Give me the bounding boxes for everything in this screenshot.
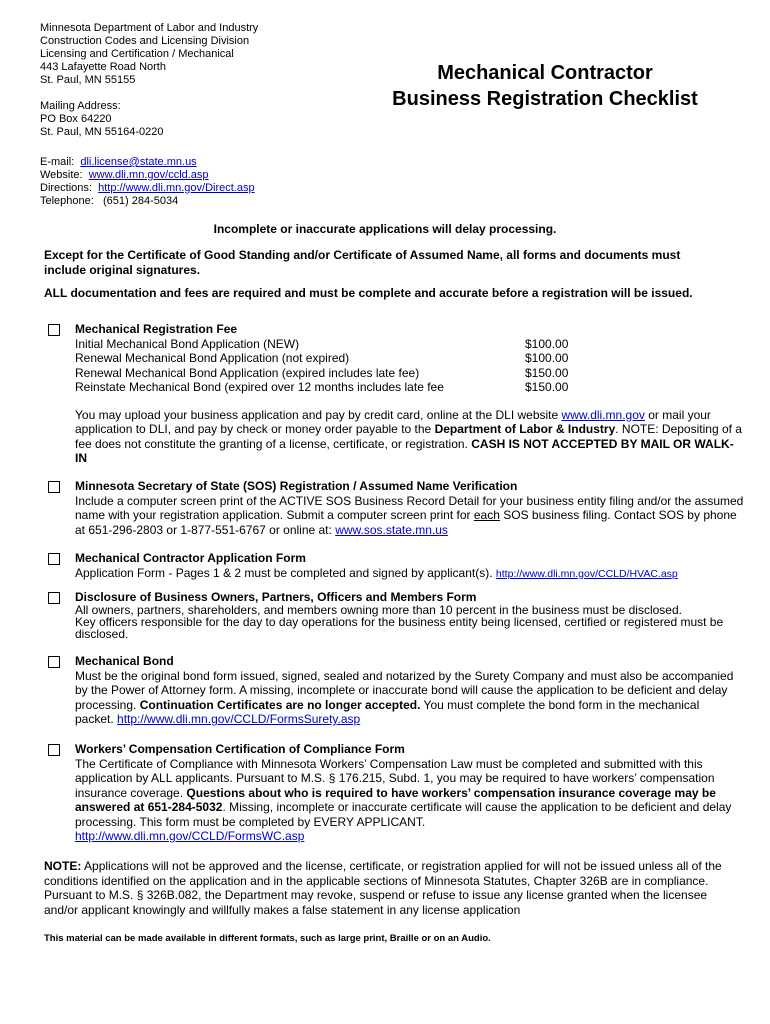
each-underlined: each <box>473 508 500 522</box>
bond-text: Must be the original bond form issued, signed, sealed and notarized by the Surety Company and must also be accompanied by the Power of Attorney form. A missing, incomplete or inaccurate bond will cause the application to be deficient and delay processing. <box>75 668 734 712</box>
address-line: Licensing and Certification / Mechanical <box>40 48 234 60</box>
disclosure-line: Key officers responsible for the day to day operations for the business entity being licensed, certified or registered must be disclosed. <box>75 615 724 641</box>
fee-section-title: Mechanical Registration Fee <box>75 322 238 336</box>
mailing-line: St. Paul, MN 55164-0220 <box>40 126 164 138</box>
title-line-2: Business Registration Checklist <box>392 88 698 110</box>
all-docs-notice: ALL documentation and fees are required and must be complete and accurate before a registration will be issued. <box>44 286 693 300</box>
email-link[interactable]: dli.license@state.mn.us <box>80 156 197 168</box>
address-line: Construction Codes and Licensing Division <box>40 35 250 47</box>
directions-link[interactable]: http://www.dli.mn.gov/Direct.asp <box>98 182 255 194</box>
continuation-notice: Continuation Certificates are no longer accepted. <box>139 697 421 712</box>
telephone-label: Telephone: <box>40 195 94 207</box>
disclosure-checkbox[interactable] <box>48 592 60 604</box>
mailing-line: PO Box 64220 <box>40 113 112 125</box>
sos-link[interactable]: www.sos.state.mn.us <box>335 522 448 537</box>
wc-link[interactable]: http://www.dli.mn.gov/CCLD/FormsWC.asp <box>75 829 305 843</box>
disclosure-line: All owners, partners, shareholders, and members owning more than 10 percent in the business must be disclosed. <box>75 603 682 617</box>
fee-table <box>75 337 745 395</box>
telephone-number: (651) 284-5034 <box>103 195 179 207</box>
disclosure-title: Disclosure of Business Owners, Partners, Officers and Members Form <box>75 590 477 604</box>
bond-title: Mechanical Bond <box>75 654 174 668</box>
sos-section <box>75 479 745 537</box>
dli-link[interactable]: www.dli.mn.gov <box>561 407 645 422</box>
mailing-line: Mailing Address: <box>40 100 121 112</box>
sos-text: SOS business filing. Contact SOS by phone at 651-296-2803 or 1-877-551-6767 or online at: <box>75 508 737 537</box>
wc-section <box>75 742 735 844</box>
email-label: E-mail: <box>40 156 75 168</box>
app-form-text: Application Form - Pages 1 & 2 must be completed and signed by applicant(s). <box>75 565 496 580</box>
fee-row-label: Renewal Mechanical Bond Application (not expired) <box>75 351 350 365</box>
bond-text: You must complete the bond form in the mechanical packet. <box>75 697 700 726</box>
website-label: Website: <box>40 169 83 181</box>
app-form-checkbox[interactable] <box>48 553 60 565</box>
wc-text: The Certificate of Compliance with Minnesota Workers’ Compensation Law must be completed and submitted with this application by ALL applicants. Pursuant to M.S. § 176.215, Subd. 1, you may be required to have workers’ compensation insurance coverage. <box>75 756 715 800</box>
wc-checkbox[interactable] <box>48 744 60 756</box>
agency-address <box>40 22 258 139</box>
fee-checkbox[interactable] <box>48 324 60 336</box>
fee-row-amount: $150.00 <box>525 365 569 380</box>
wc-title: Workers’ Compensation Certification of Compliance Form <box>75 742 405 756</box>
fee-section <box>75 322 745 466</box>
app-form-title: Mechanical Contractor Application Form <box>75 551 306 565</box>
note-label: NOTE: <box>44 859 82 873</box>
surety-link[interactable]: http://www.dli.mn.gov/CCLD/FormsSurety.asp <box>117 712 361 726</box>
address-line: Minnesota Department of Labor and Industry <box>40 22 259 34</box>
incomplete-warning: Incomplete or inaccurate applications will delay processing. <box>213 222 557 236</box>
wc-questions: Questions about who is required to have workers’ compensation insurance coverage may be answered at 651-284-5032 <box>75 785 716 814</box>
website-link[interactable]: www.dli.mn.gov/ccld.asp <box>88 169 209 181</box>
disclosure-section <box>75 590 740 640</box>
fee-row-amount: $100.00 <box>525 336 569 351</box>
wc-text: . Missing, incomplete or inaccurate certificate will cause the application to be deficient and delay processing. This form must be completed by EVERY APPLICANT. <box>75 800 732 829</box>
cash-notice: CASH IS NOT ACCEPTED BY MAIL OR WALK-IN <box>75 436 734 465</box>
bond-paragraph <box>75 669 740 727</box>
bond-checkbox[interactable] <box>48 656 60 668</box>
fee-row-amount: $150.00 <box>525 380 569 394</box>
upload-text: . NOTE: Depositing of a fee does not constitute the granting of a license, certificate, or registration. <box>75 422 742 451</box>
fee-row-label: Initial Mechanical Bond Application (NEW) <box>75 336 300 351</box>
accessibility-footer: This material can be made available in different formats, such as large print, Braille or on an Audio. <box>44 933 491 944</box>
fee-row-label: Reinstate Mechanical Bond (expired over 12 months includes late fee <box>75 380 444 394</box>
fee-row-amount: $100.00 <box>525 351 569 365</box>
sos-checkbox[interactable] <box>48 481 60 493</box>
app-form-paragraph <box>75 566 745 582</box>
fee-row-label: Renewal Mechanical Bond Application (expired includes late fee) <box>75 365 420 380</box>
sos-text: Include a computer screen print of the ACTIVE SOS Business Record Detail for your business entity filing and/or the assumed name with your registration application. Submit a computer screen print for <box>75 493 744 522</box>
upload-paragraph <box>75 408 745 466</box>
directions-label: Directions: <box>40 182 92 194</box>
bond-section <box>75 654 740 727</box>
wc-paragraph <box>75 757 735 830</box>
address-line: 443 Lafayette Road North <box>40 61 166 73</box>
hvac-link[interactable]: http://www.dli.mn.gov/CCLD/HVAC.asp <box>495 567 678 580</box>
sos-section-title: Minnesota Secretary of State (SOS) Registration / Assumed Name Verification <box>75 479 518 493</box>
page-title <box>385 60 705 112</box>
dept-name: Department of Labor & Industry <box>434 422 616 436</box>
title-line-1: Mechanical Contractor <box>437 62 653 84</box>
upload-text: You may upload your business application and pay by credit card, online at the DLI website <box>75 407 562 422</box>
signatures-notice: Except for the Certificate of Good Standing and/or Certificate of Assumed Name, all forms and documents must include original signatures. <box>44 248 681 277</box>
address-line: St. Paul, MN 55155 <box>40 74 136 86</box>
note-paragraph <box>44 859 734 917</box>
upload-text: or mail your application to DLI, and pay by check or money order payable to the <box>75 407 711 436</box>
note-text: Applications will not be approved and the license, certificate, or registration applied for will not be issued unless all of the conditions identified on the application and in the applicable sections of Minnesota Statutes, Chapter 326B are in compliance. Pursuant to M.S. § 326B.082, the Department may revoke, suspend or refuse to issue any license granted when the licensee and/or applicant knowingly and willfully makes a false statement in any license application <box>44 859 722 917</box>
sos-paragraph <box>75 494 745 538</box>
app-form-section <box>75 551 745 581</box>
contact-block <box>40 156 255 208</box>
